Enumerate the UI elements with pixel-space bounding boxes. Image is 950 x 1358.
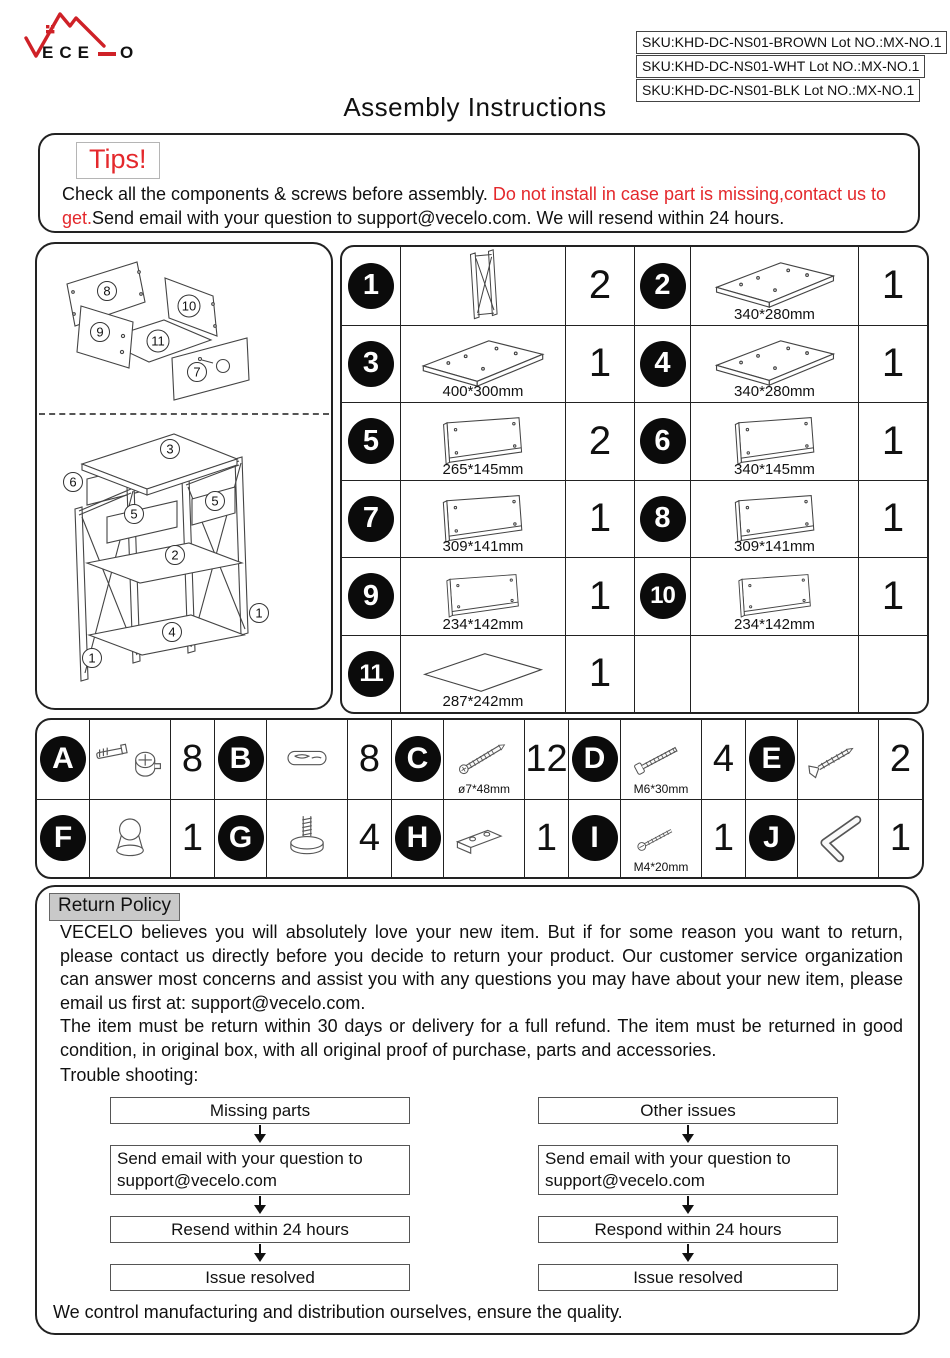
- leveling-foot-icon: [266, 799, 347, 878]
- hardware-qty: 1: [701, 799, 745, 878]
- wood-dowel-icon: [266, 720, 347, 799]
- exploded-drawer-diagram: [37, 244, 333, 414]
- part-number-badge: 2: [634, 247, 690, 325]
- part-image-panel: 309*141mm: [400, 480, 565, 558]
- part-number-badge: 11: [342, 635, 400, 713]
- flow-step-box: Missing parts: [110, 1097, 410, 1124]
- knob-icon: [89, 799, 170, 878]
- part-number-badge: 5: [342, 402, 400, 480]
- part-number-badge: 9: [342, 557, 400, 635]
- svg-text:1: 1: [88, 650, 96, 666]
- short-screw-icon: [797, 720, 878, 799]
- part-number-badge: 8: [634, 480, 690, 558]
- down-arrow-icon: [110, 1124, 410, 1145]
- hardware-spec-label: M4*20mm: [633, 860, 689, 874]
- flow-step-box: Respond within 24 hours: [538, 1216, 838, 1243]
- policy-paragraph-1: VECELO believes you will absolutely love your new item. But if for some reason you want to return, please contact us directly before you decide to return your product. Our customer service organization can answer most concerns and assist you with any questions you may have about your new item, please email us first at: support@vecelo.com.: [60, 922, 903, 1013]
- diagram-box: [35, 242, 333, 710]
- part-image-panel: 234*142mm: [690, 557, 858, 635]
- part-qty: 1: [858, 557, 927, 635]
- part-number-badge: 7: [342, 480, 400, 558]
- part-image-sheet: 287*242mm: [400, 635, 565, 713]
- empty-cell: [690, 635, 858, 713]
- down-arrow-icon: [110, 1243, 410, 1264]
- return-policy-box: [35, 885, 920, 1335]
- part-image-panel: 234*142mm: [400, 557, 565, 635]
- hardware-spec-label: M6*30mm: [633, 781, 689, 796]
- tips-box: [38, 133, 920, 233]
- hardware-qty: 4: [701, 720, 745, 799]
- bracket-icon: [443, 799, 524, 878]
- sku-label: SKU:KHD-DC-NS01-BROWN Lot NO.:MX-NO.1: [636, 31, 947, 54]
- flow-step-box: Issue resolved: [110, 1264, 410, 1291]
- svg-text:3: 3: [166, 441, 174, 457]
- hardware-letter-badge: B: [214, 720, 266, 799]
- tips-label: Tips!: [76, 142, 160, 179]
- svg-text:7: 7: [193, 364, 201, 380]
- flowchart-missing-parts: [110, 1097, 410, 1291]
- hardware-letter-badge: I: [568, 799, 620, 878]
- hardware-letter-badge: A: [37, 720, 89, 799]
- part-number-badge: 6: [634, 402, 690, 480]
- hardware-qty: 1: [524, 799, 568, 878]
- tips-text: [62, 182, 904, 230]
- flow-step-box: Resend within 24 hours: [110, 1216, 410, 1243]
- part-qty: 1: [858, 247, 927, 325]
- part-image-panel: 265*145mm: [400, 402, 565, 480]
- vecelo-logo: [22, 6, 148, 64]
- policy-paragraph-2: The item must be return within 30 days or delivery for a full refund. The item must be returned in good condition, in original box, with all original proof of purchase, parts and accessories.: [60, 1016, 903, 1060]
- assembled-table-diagram: [37, 421, 333, 709]
- diagram-divider: [39, 413, 329, 415]
- part-image-panel: 309*141mm: [690, 480, 858, 558]
- hardware-letter-badge: D: [568, 720, 620, 799]
- part-qty: 1: [565, 325, 634, 403]
- hardware-qty: 4: [347, 799, 391, 878]
- hardware-spec-label: ø7*48mm: [457, 781, 510, 796]
- svg-text:8: 8: [103, 283, 111, 299]
- hardware-qty: 2: [878, 720, 922, 799]
- trouble-shooting-label: Trouble shooting:: [60, 1065, 199, 1085]
- down-arrow-icon: [538, 1124, 838, 1145]
- hardware-letter-badge: F: [37, 799, 89, 878]
- parts-table: [340, 245, 929, 714]
- hardware-table: [35, 718, 924, 879]
- part-number-badge: 3: [342, 325, 400, 403]
- wood-screw-icon: [443, 720, 524, 799]
- tips-text-black2: Send email with your question to support@vecelo.com. We will resend within 24 hours.: [92, 208, 785, 228]
- part-qty: 1: [565, 557, 634, 635]
- svg-text:4: 4: [168, 624, 176, 640]
- part-number-badge: 4: [634, 325, 690, 403]
- hardware-qty: 12: [524, 720, 568, 799]
- svg-text:11: 11: [151, 333, 165, 349]
- svg-text:9: 9: [96, 324, 104, 340]
- hardware-letter-badge: H: [391, 799, 443, 878]
- part-image-x-frame: [400, 247, 565, 325]
- part-image-panel: 340*145mm: [690, 402, 858, 480]
- svg-text:ECE: ECE: [42, 43, 95, 62]
- svg-text:2: 2: [171, 547, 179, 563]
- part-image-board: 400*300mm: [400, 325, 565, 403]
- svg-text:5: 5: [211, 493, 219, 509]
- cam-bolt-and-lock-icon: [89, 720, 170, 799]
- empty-cell: [634, 635, 690, 713]
- part-image-board: 340*280mm: [690, 325, 858, 403]
- sku-label: SKU:KHD-DC-NS01-WHT Lot NO.:MX-NO.1: [636, 55, 925, 78]
- hardware-qty: 1: [878, 799, 922, 878]
- flow-step-box: Send email with your question to support@vecelo.com: [110, 1145, 410, 1195]
- down-arrow-icon: [538, 1243, 838, 1264]
- svg-text:1: 1: [255, 605, 263, 621]
- svg-text:O: O: [120, 43, 134, 62]
- svg-text:6: 6: [69, 474, 77, 490]
- hardware-qty: 1: [170, 799, 214, 878]
- hardware-letter-badge: E: [745, 720, 797, 799]
- tips-text-black1: Check all the components & screws before assembly.: [62, 184, 493, 204]
- hardware-qty: 8: [347, 720, 391, 799]
- part-number-badge: 10: [634, 557, 690, 635]
- svg-text:5: 5: [130, 506, 138, 522]
- flow-step-box: Issue resolved: [538, 1264, 838, 1291]
- empty-cell: [858, 635, 927, 713]
- part-qty: 1: [565, 480, 634, 558]
- down-arrow-icon: [110, 1195, 410, 1216]
- machine-bolt-icon: [620, 720, 701, 799]
- flow-step-box: Other issues: [538, 1097, 838, 1124]
- return-policy-label: Return Policy: [49, 893, 180, 921]
- machine-screw-icon: [620, 799, 701, 878]
- tips-text-red: Do not install in case part is missing,contact us to get.: [62, 184, 887, 228]
- hardware-letter-badge: G: [214, 799, 266, 878]
- svg-text:10: 10: [181, 298, 197, 314]
- part-qty: 1: [858, 325, 927, 403]
- hardware-letter-badge: J: [745, 799, 797, 878]
- part-qty: 1: [858, 480, 927, 558]
- part-qty: 1: [858, 402, 927, 480]
- part-qty: 1: [565, 635, 634, 713]
- flow-step-box: Send email with your question to support@vecelo.com: [538, 1145, 838, 1195]
- return-policy-text: [60, 921, 903, 1088]
- part-qty: 2: [565, 402, 634, 480]
- hardware-qty: 8: [170, 720, 214, 799]
- part-qty: 2: [565, 247, 634, 325]
- hardware-letter-badge: C: [391, 720, 443, 799]
- sku-label: SKU:KHD-DC-NS01-BLK Lot NO.:MX-NO.1: [636, 79, 920, 102]
- part-image-board: 340*280mm: [690, 247, 858, 325]
- quality-footer-note: We control manufacturing and distribution ourselves, ensure the quality.: [53, 1302, 623, 1322]
- flowchart-other-issues: [538, 1097, 838, 1291]
- down-arrow-icon: [538, 1195, 838, 1216]
- allen-key-icon: [797, 799, 878, 878]
- part-number-badge: 1: [342, 247, 400, 325]
- page-title: Assembly Instructions: [343, 92, 607, 122]
